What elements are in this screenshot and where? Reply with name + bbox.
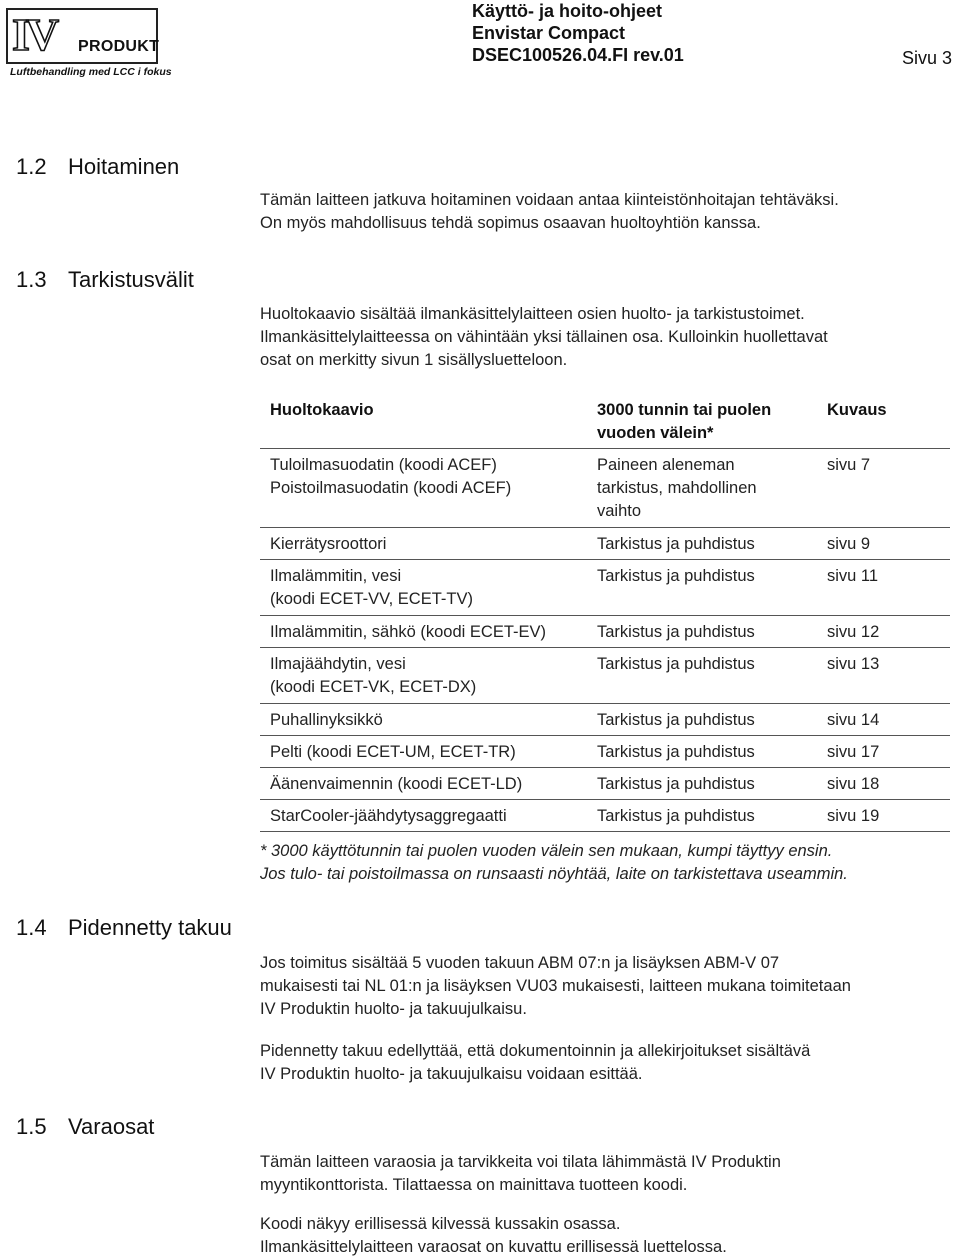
section-1-5-paragraph-1 [260, 1151, 781, 1197]
cell-page-ref: sivu 18 [827, 775, 880, 793]
table-row [260, 768, 950, 800]
text-line: Tämän laitteen varaosia ja tarvikkeita voi tilata lähimmästä IV Produktin [260, 1153, 781, 1171]
section-1-4-paragraph-1 [260, 952, 851, 1021]
text-line: Pidennetty takuu edellyttää, että dokumentoinnin ja allekirjoitukset sisältävä [260, 1042, 811, 1060]
cell-component: Ilmalämmitin, vesi (koodi ECET-VV, ECET-TV) [270, 567, 473, 608]
cell-component: StarCooler-jäähdytysaggregaatti [270, 807, 507, 825]
section-number: 1.2 [16, 154, 47, 179]
logo-mark: IV [12, 9, 56, 60]
logo-tagline: Luftbehandling med LCC i fokus [10, 66, 172, 78]
table-row [260, 704, 950, 736]
cell-action: Tarkistus ja puhdistus [597, 807, 755, 825]
text-line: Koodi näkyy erillisessä kilvessä kussakin osassa. [260, 1215, 621, 1233]
cell-action: Tarkistus ja puhdistus [597, 535, 755, 553]
section-title: Varaosat [68, 1114, 155, 1139]
section-1-3-text [260, 303, 828, 372]
cell-page-ref: sivu 11 [827, 567, 879, 585]
cell-action: Paineen aleneman tarkistus, mahdollinen vaihto [597, 456, 757, 520]
section-1-4-paragraph-2 [260, 1040, 810, 1086]
document-header [472, 0, 684, 66]
text-line: osat on merkitty sivun 1 sisällysluetteloon. [260, 351, 568, 369]
section-heading-1-5 [16, 1114, 154, 1140]
cell-component: Kierrätysroottori [270, 535, 387, 553]
cell-component: Ilmajäähdytin, vesi (koodi ECET-VK, ECET-DX) [270, 655, 477, 696]
text-line: Ilmankäsittelylaitteessa on vähintään yksi tällainen osa. Kulloinkin huollettavat [260, 328, 828, 346]
table-row [260, 560, 950, 616]
section-title: Hoitaminen [68, 154, 180, 179]
logo-product-text: PRODUKT [78, 38, 160, 55]
header-interval: 3000 tunnin tai puolen vuoden välein* [597, 401, 772, 442]
cell-page-ref: sivu 13 [827, 655, 880, 673]
doc-title: Käyttö- ja hoito-ohjeet [472, 1, 662, 21]
table-header-row [260, 396, 950, 449]
section-1-5-paragraph-2 [260, 1213, 727, 1259]
iv-produkt-logo [6, 8, 172, 80]
cell-component: Tuloilmasuodatin (koodi ACEF) Poistoilmasuodatin (koodi ACEF) [270, 456, 512, 497]
cell-page-ref: sivu 12 [827, 623, 880, 641]
product-name: Envistar Compact [472, 23, 626, 43]
cell-action: Tarkistus ja puhdistus [597, 775, 755, 793]
text-line: * 3000 käyttötunnin tai puolen vuoden välein sen mukaan, kumpi täyttyy ensin. [260, 842, 833, 860]
page-number: Sivu 3 [902, 48, 953, 68]
text-line: mukaisesti tai NL 01:n ja lisäyksen VU03 mukaisesti, laitteen mukana toimitetaan [260, 977, 851, 995]
section-number: 1.4 [16, 915, 47, 940]
section-1-2-text [260, 189, 839, 235]
cell-action: Tarkistus ja puhdistus [597, 623, 755, 641]
table-footnote [260, 840, 848, 886]
text-line: Huoltokaavio sisältää ilmankäsittelylaitteen osien huolto- ja tarkistustoimet. [260, 305, 805, 323]
cell-action: Tarkistus ja puhdistus [597, 743, 755, 761]
text-line: IV Produktin huolto- ja takuujulkaisu. [260, 1000, 527, 1018]
cell-component: Puhallinyksikkö [270, 711, 383, 729]
cell-component: Ilmalämmitin, sähkö (koodi ECET-EV) [270, 623, 546, 641]
section-heading-1-4 [16, 915, 232, 941]
header-description: Kuvaus [827, 401, 887, 419]
doc-code: DSEC100526.04.FI rev.01 [472, 45, 684, 65]
table-row [260, 648, 950, 704]
section-number: 1.5 [16, 1114, 47, 1139]
section-title: Pidennetty takuu [68, 915, 232, 940]
cell-component: Äänenvaimennin (koodi ECET-LD) [270, 775, 523, 793]
cell-component: Pelti (koodi ECET-UM, ECET-TR) [270, 743, 516, 761]
cell-page-ref: sivu 9 [827, 535, 871, 553]
text-line: IV Produktin huolto- ja takuujulkaisu voidaan esittää. [260, 1065, 643, 1083]
cell-action: Tarkistus ja puhdistus [597, 567, 755, 585]
table-row [260, 800, 950, 832]
table-row [260, 449, 950, 528]
cell-action: Tarkistus ja puhdistus [597, 711, 755, 729]
header-maintenance-scheme: Huoltokaavio [270, 401, 374, 419]
text-line: myyntikonttorista. Tilattaessa on mainittava tuotteen koodi. [260, 1176, 688, 1194]
cell-page-ref: sivu 19 [827, 807, 880, 825]
text-line: Jos tulo- tai poistoilmassa on runsaasti nöyhtää, laite on tarkistettava useammin. [260, 865, 848, 883]
section-number: 1.3 [16, 267, 47, 292]
cell-page-ref: sivu 17 [827, 743, 880, 761]
cell-page-ref: sivu 14 [827, 711, 880, 729]
text-line: Jos toimitus sisältää 5 vuoden takuun ABM 07:n ja lisäyksen ABM-V 07 [260, 954, 780, 972]
table-row [260, 736, 950, 768]
text-line: Tämän laitteen jatkuva hoitaminen voidaan antaa kiinteistönhoitajan tehtäväksi. [260, 191, 839, 209]
text-line: On myös mahdollisuus tehdä sopimus osaavan huoltoyhtiön kanssa. [260, 214, 761, 232]
table-row [260, 616, 950, 648]
cell-page-ref: sivu 7 [827, 456, 871, 474]
cell-action: Tarkistus ja puhdistus [597, 655, 755, 673]
table-row [260, 528, 950, 560]
text-line: Ilmankäsittelylaitteen varaosat on kuvattu erillisessä luettelossa. [260, 1238, 727, 1256]
section-heading-1-3 [16, 267, 194, 293]
section-heading-1-2 [16, 154, 179, 180]
maintenance-table [260, 396, 950, 832]
section-title: Tarkistusvälit [68, 267, 194, 292]
